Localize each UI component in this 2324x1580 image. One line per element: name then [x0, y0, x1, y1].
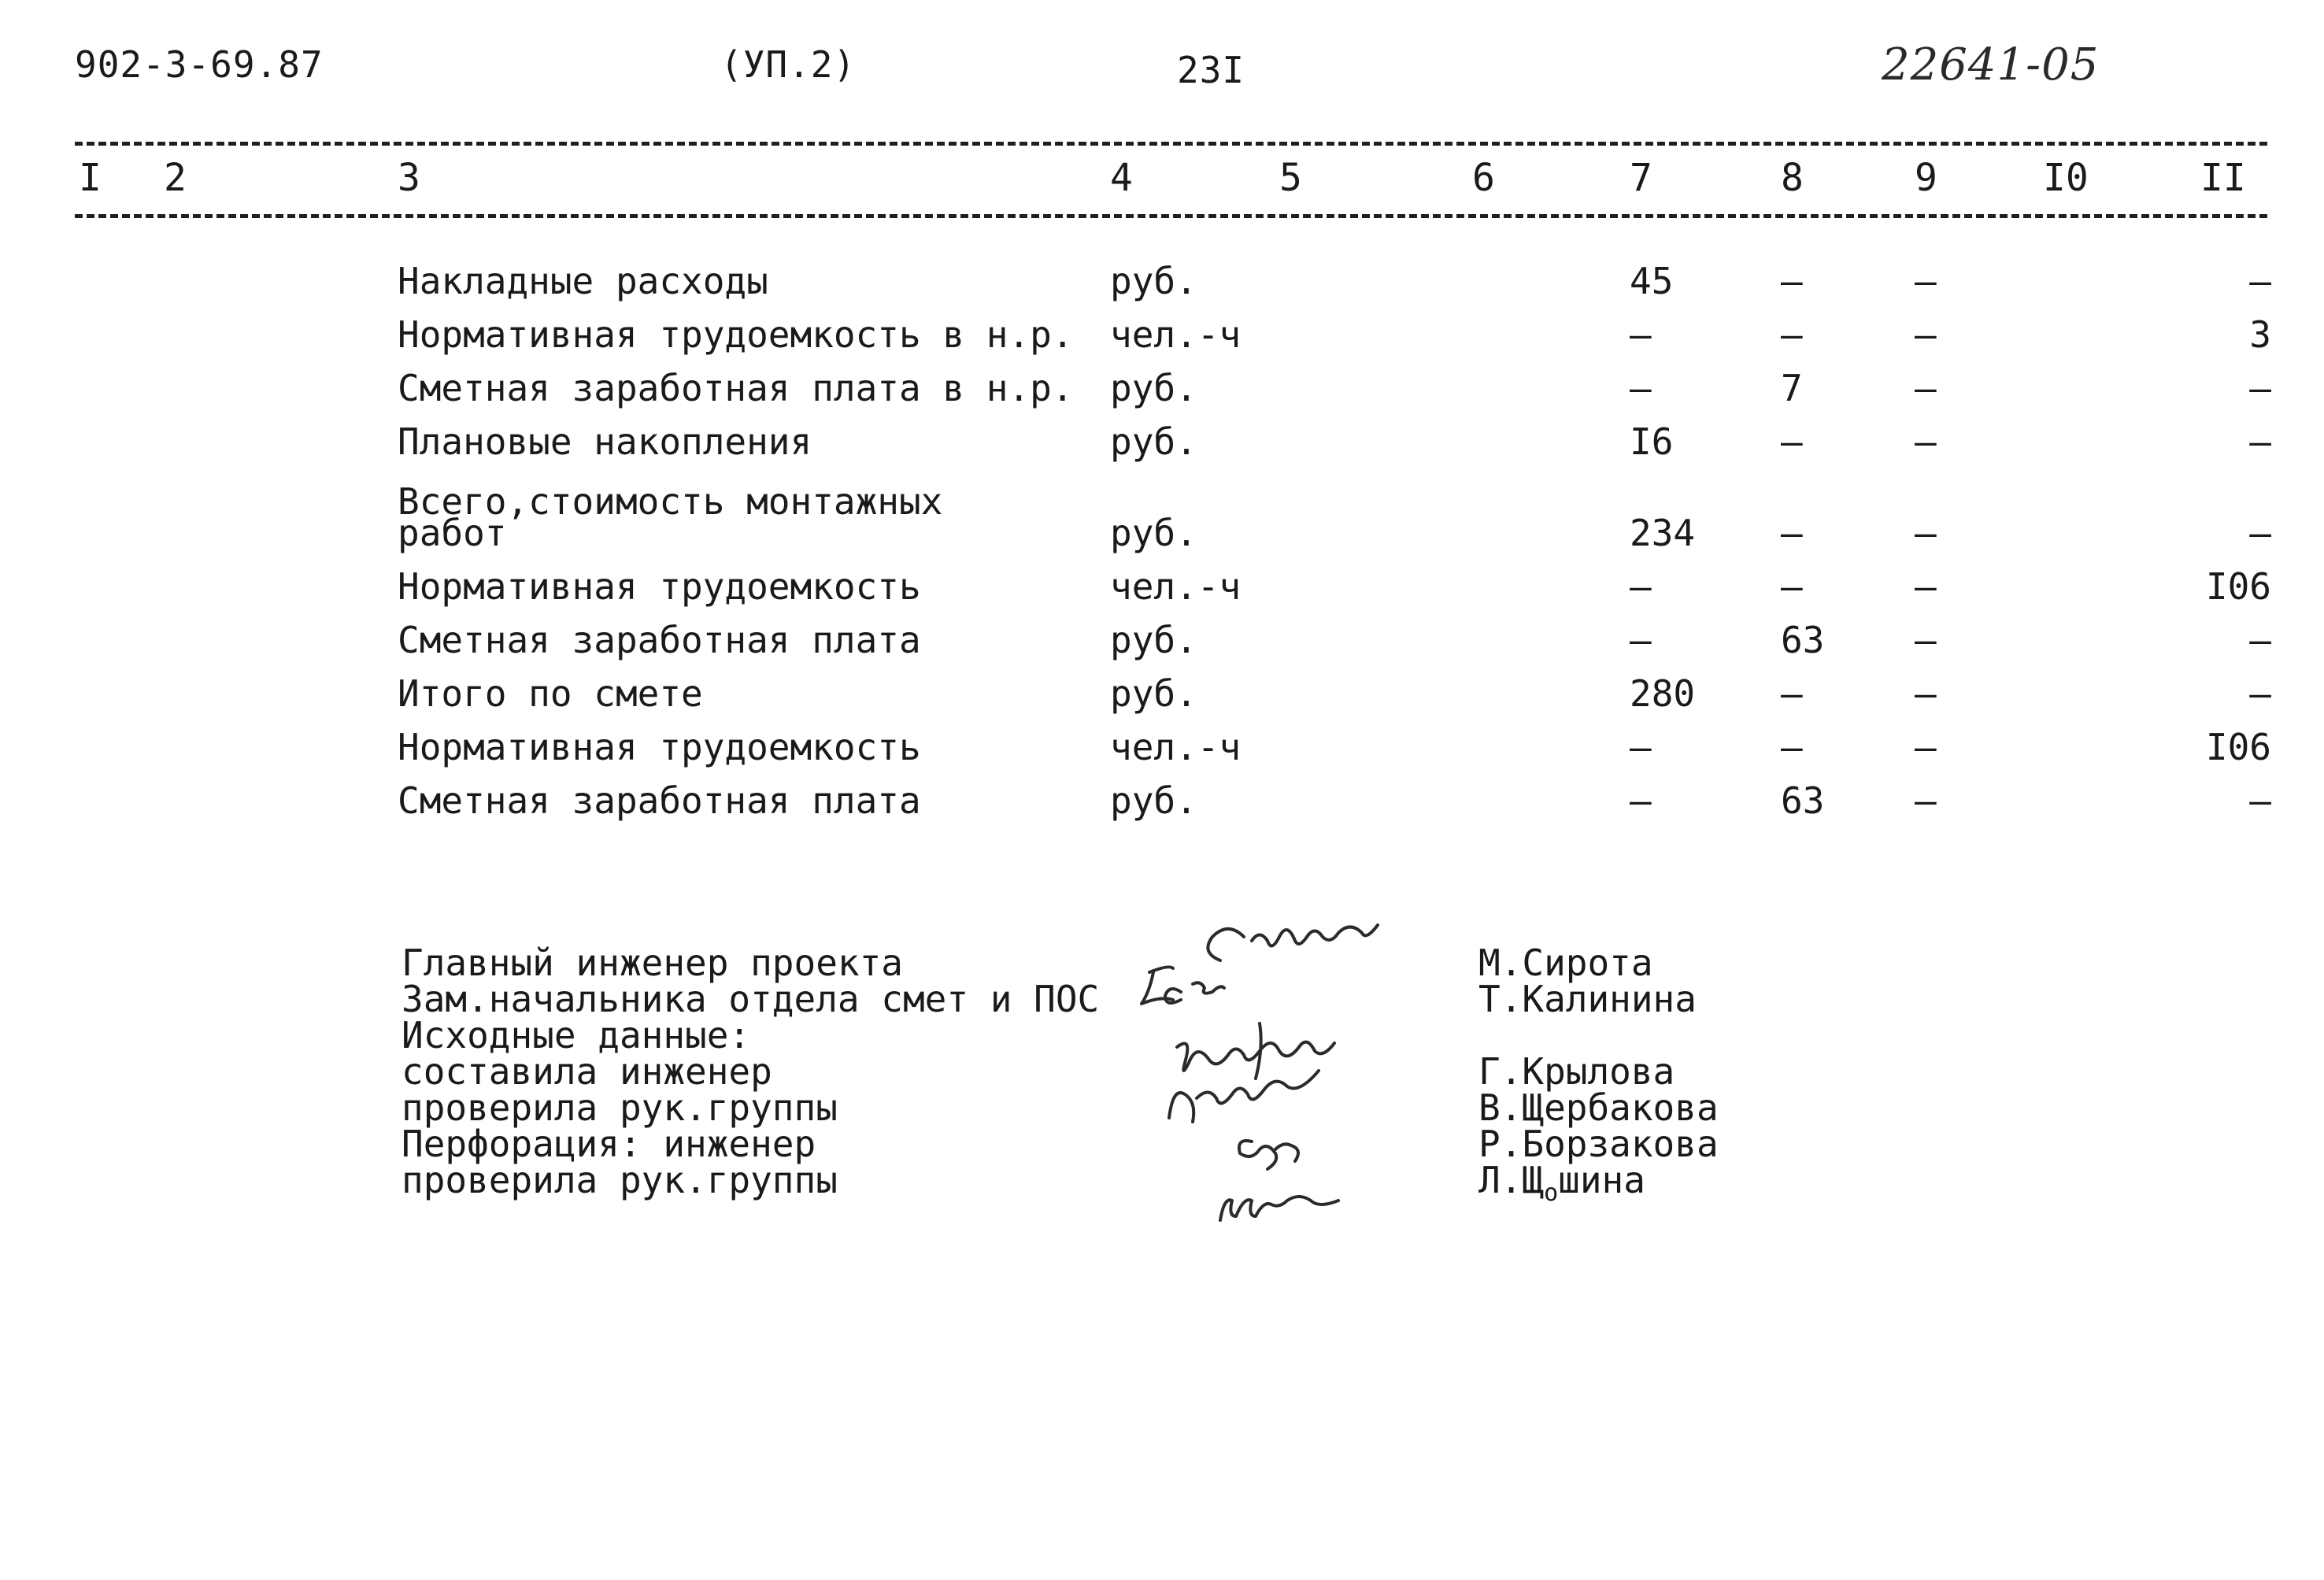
- cell-col11: –: [2249, 367, 2271, 409]
- cell-col11: –: [2249, 619, 2271, 661]
- name-shcherbakova: В.Щербакова: [1478, 1086, 1719, 1129]
- cell-col7: 234: [1630, 512, 1696, 554]
- col-number: II: [2200, 156, 2246, 200]
- name-borzakova: Р.Борзакова: [1478, 1123, 1719, 1165]
- cell-col9: –: [1915, 565, 1937, 608]
- row-unit: руб.: [1110, 512, 1197, 554]
- cell-col9: –: [1915, 619, 1937, 661]
- section-label: (УП.2): [720, 43, 857, 86]
- row-label: Нормативная трудоемкость в н.р.: [398, 313, 1074, 356]
- cell-col11: –: [2249, 672, 2271, 715]
- cell-col7: –: [1630, 619, 1652, 661]
- cell-col8: –: [1781, 420, 1803, 463]
- cell-col8: –: [1781, 260, 1803, 302]
- row-label: Плановые накопления: [398, 420, 812, 463]
- cell-col8: –: [1781, 565, 1803, 608]
- row-label-continuation: работ: [398, 512, 507, 554]
- table-row: [0, 565, 2324, 612]
- row-unit: руб.: [1110, 619, 1197, 661]
- cell-col9: –: [1915, 367, 1937, 409]
- col-number: 3: [398, 156, 420, 200]
- name-spacer: [1478, 1017, 1719, 1053]
- col-number: 4: [1110, 156, 1133, 200]
- col-number: I0: [2043, 156, 2089, 200]
- table-row: [0, 420, 2324, 468]
- table-row: [0, 672, 2324, 720]
- role-perforation: Перфорация: инженер: [402, 1123, 816, 1165]
- cell-col8: –: [1781, 313, 1803, 356]
- table-row: [0, 726, 2324, 773]
- cell-col11: –: [2249, 512, 2271, 554]
- header-top-rule: [75, 142, 2267, 146]
- role-compiled-by: составила инженер: [402, 1050, 772, 1093]
- name-shoshina-prefix: Л.Щ: [1478, 1159, 1545, 1201]
- cell-col8: –: [1781, 512, 1803, 554]
- cell-col9: –: [1915, 672, 1937, 715]
- cell-col7: 280: [1630, 672, 1696, 715]
- row-unit: руб.: [1110, 420, 1197, 463]
- row-unit: чел.-ч: [1110, 313, 1242, 356]
- cell-col11: –: [2249, 260, 2271, 302]
- header-bottom-rule: [75, 214, 2267, 218]
- col-number: I: [79, 156, 102, 200]
- cell-col11: –: [2249, 420, 2271, 463]
- row-unit: руб.: [1110, 260, 1197, 302]
- cell-col7: –: [1630, 726, 1652, 768]
- cell-col7: –: [1630, 367, 1652, 409]
- row-unit: руб.: [1110, 779, 1197, 822]
- row-label: Нормативная трудоемкость: [398, 726, 921, 768]
- col-number: 8: [1781, 156, 1804, 200]
- role-deputy-head: Зам.начальника отдела смет и ПОС: [402, 978, 1100, 1020]
- row-unit: чел.-ч: [1110, 726, 1242, 768]
- cell-col8: –: [1781, 726, 1803, 768]
- table-row: [0, 619, 2324, 666]
- doc-code: 902-3-69.87: [75, 43, 324, 86]
- col-number: 6: [1472, 156, 1495, 200]
- cell-col8: 7: [1781, 367, 1803, 409]
- role-checked-by: проверила рук.группы: [402, 1086, 838, 1129]
- cell-col7: –: [1630, 313, 1652, 356]
- table-row: [0, 779, 2324, 827]
- row-label: Всего,стоимость монтажных: [398, 480, 943, 523]
- col-number: 7: [1630, 156, 1652, 200]
- row-unit: чел.-ч: [1110, 565, 1242, 608]
- role-checked-by-2: проверила рук.группы: [402, 1159, 838, 1201]
- row-label: Накладные расходы: [398, 260, 768, 302]
- col-number: 9: [1915, 156, 1937, 200]
- row-unit: руб.: [1110, 367, 1197, 409]
- table-row: [0, 313, 2324, 361]
- row-unit: руб.: [1110, 672, 1197, 715]
- cell-col11: I06: [2205, 726, 2271, 768]
- cell-col8: 63: [1781, 619, 1825, 661]
- cell-col7: I6: [1630, 420, 1674, 463]
- name-krylova: Г.Крылова: [1478, 1050, 1675, 1093]
- cell-col11: I06: [2205, 565, 2271, 608]
- name-shoshina-subscript: о: [1544, 1179, 1559, 1207]
- inventory-number: 22641-05: [1882, 39, 2100, 91]
- cell-col9: –: [1915, 726, 1937, 768]
- row-label: Сметная заработная плата: [398, 779, 921, 822]
- cell-col9: –: [1915, 779, 1937, 822]
- row-label: Нормативная трудоемкость: [398, 565, 921, 608]
- page-number: 23I: [1177, 49, 1245, 91]
- table-row: [0, 260, 2324, 307]
- name-sirota: М.Сирота: [1478, 942, 1653, 984]
- cell-col8: 63: [1781, 779, 1825, 822]
- handwritten-signatures: [1134, 905, 1464, 1252]
- table-row: [0, 480, 2324, 567]
- cell-col7: –: [1630, 565, 1652, 608]
- cell-col11: 3: [2249, 313, 2271, 356]
- cell-col9: –: [1915, 420, 1937, 463]
- signature-roles: [402, 942, 1100, 1201]
- col-number: 5: [1279, 156, 1302, 200]
- cell-col7: 45: [1630, 260, 1674, 302]
- name-kalinina: Т.Калинина: [1478, 978, 1697, 1020]
- row-label: Сметная заработная плата в н.р.: [398, 367, 1074, 409]
- cell-col9: –: [1915, 313, 1937, 356]
- row-label: Итого по смете: [398, 672, 703, 715]
- cell-col9: –: [1915, 512, 1937, 554]
- row-label: Сметная заработная плата: [398, 619, 921, 661]
- col-number: 2: [164, 156, 187, 200]
- name-shoshina: [1478, 1159, 1719, 1207]
- cell-col8: –: [1781, 672, 1803, 715]
- role-chief-engineer: Главный инженер проекта: [402, 942, 903, 984]
- cell-col11: –: [2249, 779, 2271, 822]
- signature-names: [1478, 942, 1719, 1207]
- cell-col7: –: [1630, 779, 1652, 822]
- name-shoshina-suffix: шина: [1558, 1159, 1645, 1201]
- cell-col9: –: [1915, 260, 1937, 302]
- role-source-data: Исходные данные:: [402, 1014, 751, 1056]
- table-row: [0, 367, 2324, 414]
